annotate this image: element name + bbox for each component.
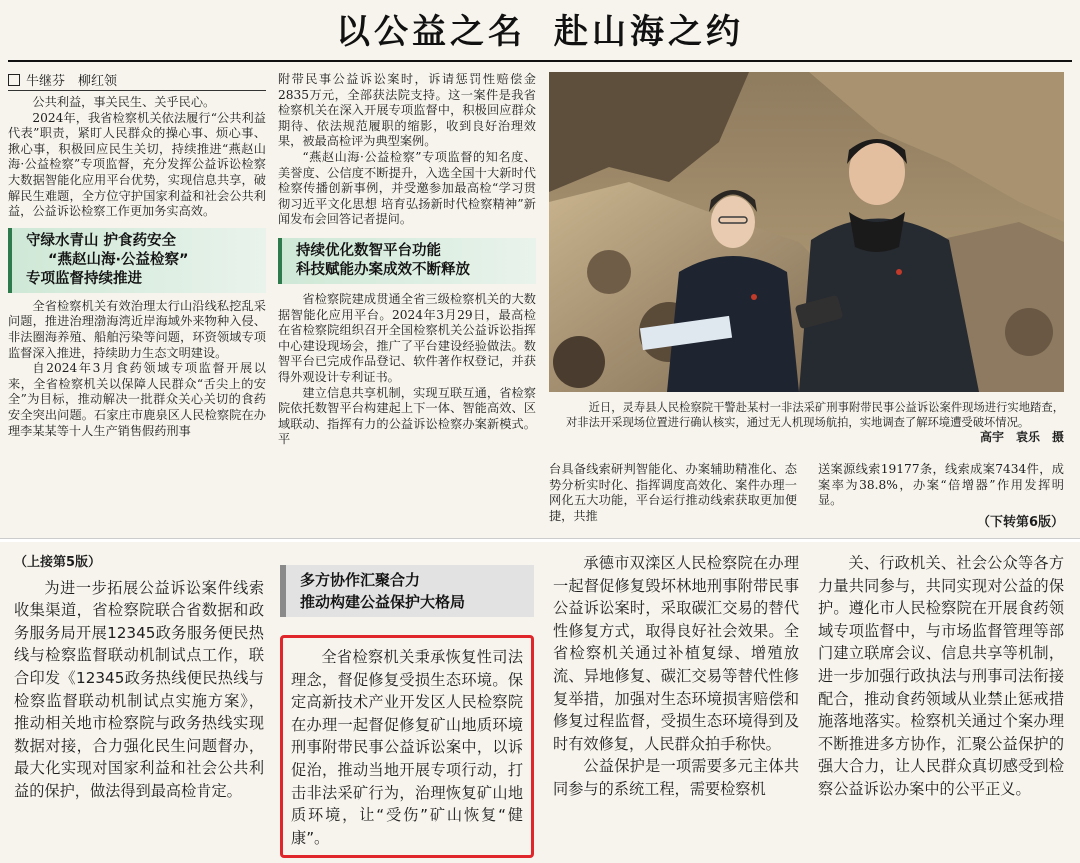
lower-column-1 xyxy=(14,552,264,803)
column-1 xyxy=(8,95,266,439)
byline xyxy=(8,70,268,89)
lower-col2-paragraph: 全省检察机关秉承恢复性司法理念，督促修复受损生态环境。保定高新技术产业开发区人民检察院在办理一起督促修复矿山地质环境刑事附带民事公益诉讼案中，以诉促治，推动当地开展专项行动，打击非法采矿行为，治理恢复矿山地质环境，让“受伤”矿山恢复“健康”。 xyxy=(291,648,523,847)
byline-rule xyxy=(8,90,266,91)
lower-subhead-line1: 多方协作汇聚合力 xyxy=(300,571,421,589)
lower-subhead xyxy=(280,565,534,617)
lower-column-2 xyxy=(280,565,534,858)
col1-paragraph-3: 全省检察机关有效治理太行山沿线私挖乱采问题，推进治理渤海湾近岸海域外来物种入侵、非法圈海养殖、船舶污染等问题，环资领域专项监督深入推进，持续助力生态文明建设。 xyxy=(8,298,266,360)
photo-caption-text: 近日，灵寿县人民检察院干警赴某村一非法采矿刑事附带民事公益诉讼案件现场进行实地踏查，对非法开采现场位置进行确认核实，通过无人机现场航拍，实地调查了解环境遭受破坏情况。 xyxy=(566,401,1064,429)
lower-subhead-line2: 推动构建公益保护大格局 xyxy=(300,593,466,611)
col1-paragraph-4: 自2024年3月食药领域专项监督开展以来，全省检察机关以保障人民群众“舌尖上的安全”为目标，推动解决一批群众关心关切的食药安全突出问题。石家庄市鹿泉区人民检察院在办理李某某等十人生产销售假药刑事 xyxy=(8,361,266,438)
lower-col3-paragraph-2: 公益保护是一项需要多元主体共同参与的系统工程，需要检察机 xyxy=(553,757,799,798)
col2-subhead-line1: 持续优化数智平台功能 xyxy=(296,242,441,259)
page-divider xyxy=(0,538,1080,542)
continued-from-note: （上接第5版） xyxy=(14,555,102,570)
col1-subhead-line3: 专项监督持续推进 xyxy=(26,270,142,287)
column-2 xyxy=(278,72,536,448)
photo-credit: 高宇 袁乐 摄 xyxy=(979,430,1064,445)
col4-paragraph-1: 送案源线索19177条，线索成案7434件，成案率为38.8%，办案“倍增器”作用发挥明显。 xyxy=(818,462,1064,508)
col1-subhead xyxy=(8,228,266,293)
col2-paragraph-3: 省检察院建成贯通全省三级检察机关的大数据智能化应用平台。2024年3月29日，最高检在省检察院组织召开全国检察机关公益诉讼指挥中心建设现场会，推广了平台建设经验做法。数智平台已完成作品登记、软件著作权登记，并获得外观设计专利证书。 xyxy=(278,291,536,384)
col2-paragraph-2: “燕赵山海·公益检察”专项监督的知名度、美誉度、公信度不断提升，入选全国十大新时代检察传播创新事例，并受邀参加最高检“学习贯彻习近平文化思想 培育弘扬新时代检察精神”新闻发布会回答记者提问。 xyxy=(278,149,536,227)
col3-paragraph-1: 台具备线索研判智能化、办案辅助精准化、态势分析实时化、指挥调度高效化、案件办理一网化五大功能，平台运行推动线索获取更加便捷，共推 xyxy=(549,462,797,523)
col2-subhead xyxy=(278,238,536,284)
continued-on-note: （下转第6版） xyxy=(976,514,1064,530)
top-rule xyxy=(8,60,1072,62)
byline-text: 牛继芬 柳红领 xyxy=(26,74,118,89)
col1-paragraph-2: 2024年，我省检察机关依法履行“公共利益代表”职责，紧盯人民群众的操心事、烦心事、揪心事，积极回应民生关切，持续推进“燕赵山海·公益检察”专项监督，充分发挥公益诉讼检察大数据智能化应用平台优势，实现信息共享，破解民生难题，全方位守护国家利益和社会公共利益，公益诉讼检察工作更加务实高效。 xyxy=(8,110,266,219)
column-4 xyxy=(818,462,1064,530)
col1-subhead-line2: “燕赵山海·公益检察” xyxy=(48,251,189,268)
col1-paragraph-1: 公共利益，事关民生、关乎民心。 xyxy=(32,95,216,109)
lower-col4-paragraph: 关、行政机关、社会公众等各方力量共同参与，共同实现对公益的保护。遵化市人民检察院在开展食药领域专项监督中，与市场监督管理等部门建立联席会议、信息共享等机制，进一步加强行政执法与刑事司法衔接配合，推动食药领域从业禁止惩戒措施落地落实。检察机关通过个案办理不断推进多方协作，汇聚公益保护的强大合力，让人民群众真切感受到检察公益诉讼办案中的公平正义。 xyxy=(818,554,1064,798)
lower-col1-paragraph: 为进一步拓展公益诉讼案件线索收集渠道，省检察院联合省数据和政务服务局开展12345政务服务便民热线与检察监督联动机制试点工作，联合印发《12345政务热线便民热线与检察监督联动机制试点实施方案》，推动相关地市检察院与政务热线实现数据对接，合力强化民生问题督办，最大化实现对国家利益和社会公共利益的保护，做法得到最高检肯定。 xyxy=(14,578,264,800)
headline-part1: 以公益之名 xyxy=(336,12,526,52)
square-icon xyxy=(8,74,20,86)
highlighted-paragraph-box xyxy=(280,635,534,858)
column-3 xyxy=(549,462,797,524)
headline xyxy=(0,4,1080,53)
lower-column-3 xyxy=(553,552,799,801)
col2-paragraph-4: 建立信息共享机制，实现互联互通，省检察院依托数智平台构建起上下一体、智能高效、区域联动、指挥有力的公益诉讼检察办案新模式。平 xyxy=(278,385,536,447)
news-photo xyxy=(549,72,1064,392)
lower-column-4 xyxy=(818,552,1064,801)
photo-caption xyxy=(566,401,1064,445)
lower-col3-paragraph-1: 承德市双滦区人民检察院在办理一起督促修复毁坏林地刑事附带民事公益诉讼案时，采取碳汇交易的替代性修复方式，取得良好社会效果。全省检察机关通过补植复绿、增殖放流、异地修复、碳汇交易等替代性修复举措，加强对生态环境损害赔偿和修复过程监督，受损生态环境得到及时有效修复，人民群众拍手称快。 xyxy=(553,554,799,753)
headline-part2: 赴山海之约 xyxy=(554,12,744,52)
col2-subhead-line2: 科技赋能办案成效不断释放 xyxy=(296,261,470,278)
col1-subhead-line1: 守绿水青山 护食药安全 xyxy=(26,232,177,249)
col2-paragraph-1: 附带民事公益诉讼案时，诉请惩罚性赔偿金2835万元，全部获法院支持。这一案件是我省检察机关在深入开展专项监督中，积极回应群众期待、依法规范履职的缩影，收到良好治理效果，被最高检评为典型案例。 xyxy=(278,72,536,149)
